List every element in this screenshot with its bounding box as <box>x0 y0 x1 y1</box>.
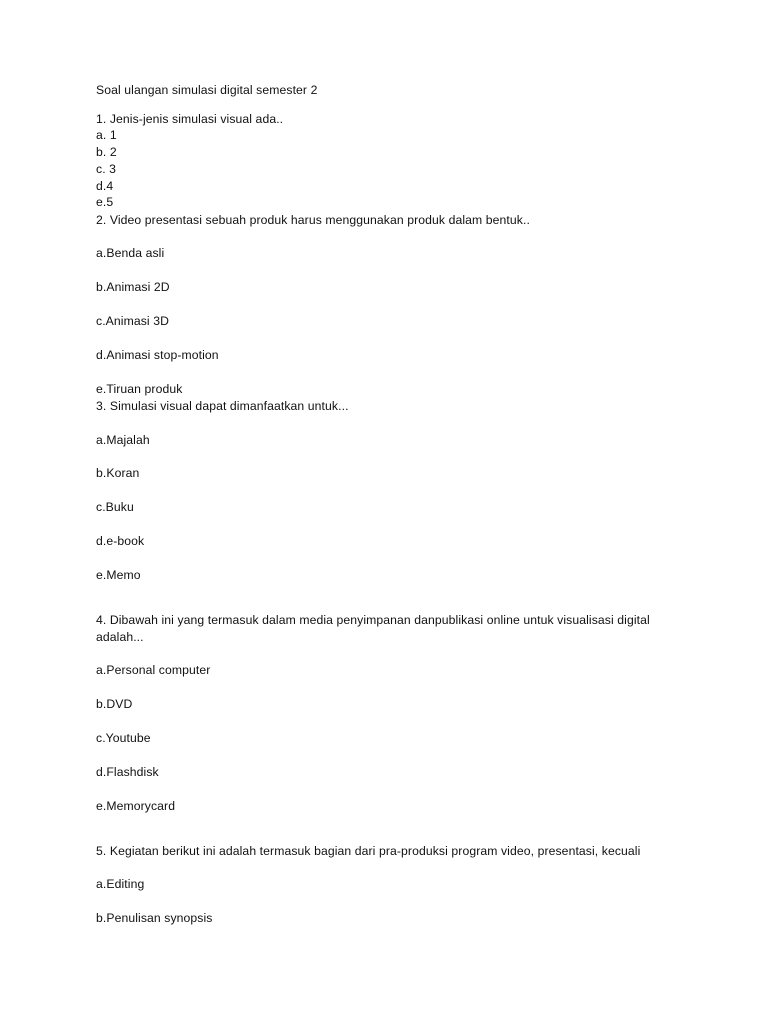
q4-option-a: a.Personal computer <box>96 663 211 677</box>
question-2: 2. Video presentasi sebuah produk harus menggunakan produk dalam bentuk.. <box>96 213 530 227</box>
q5-option-a: a.Editing <box>96 877 145 891</box>
question-4-line-1: 4. Dibawah ini yang termasuk dalam media penyimpanan danpublikasi online untuk visualisasi digital <box>96 613 650 627</box>
document-title: Soal ulangan simulasi digital semester 2 <box>96 83 318 97</box>
q2-option-b: b.Animasi 2D <box>96 280 170 294</box>
q3-option-b: b.Koran <box>96 466 140 480</box>
question-3: 3. Simulasi visual dapat dimanfaatkan untuk... <box>96 399 349 413</box>
q2-option-c: c.Animasi 3D <box>96 314 169 328</box>
q3-option-a: a.Majalah <box>96 433 150 447</box>
q2-option-d: d.Animasi stop-motion <box>96 348 219 362</box>
q3-option-d: d.e-book <box>96 534 145 548</box>
q4-option-c: c.Youtube <box>96 731 151 745</box>
q4-option-d: d.Flashdisk <box>96 765 159 779</box>
q2-option-e: e.Tiruan produk <box>96 382 183 396</box>
q5-option-b: b.Penulisan synopsis <box>96 911 213 925</box>
q4-option-b: b.DVD <box>96 697 133 711</box>
question-5: 5. Kegiatan berikut ini adalah termasuk bagian dari pra-produksi program video, presentasi, kecuali <box>96 844 641 858</box>
question-4-line-2: adalah... <box>96 630 144 644</box>
q2-option-a: a.Benda asli <box>96 246 165 260</box>
q1-option-b: b. 2 <box>96 145 117 159</box>
question-1: 1. Jenis-jenis simulasi visual ada.. <box>96 112 284 126</box>
q1-option-e: e.5 <box>96 195 114 209</box>
q3-option-c: c.Buku <box>96 500 134 514</box>
q1-option-c: c. 3 <box>96 162 117 176</box>
q3-option-e: e.Memo <box>96 568 141 582</box>
q4-option-e: e.Memorycard <box>96 799 176 813</box>
q1-option-d: d.4 <box>96 179 114 193</box>
q1-option-a: a. 1 <box>96 128 117 142</box>
